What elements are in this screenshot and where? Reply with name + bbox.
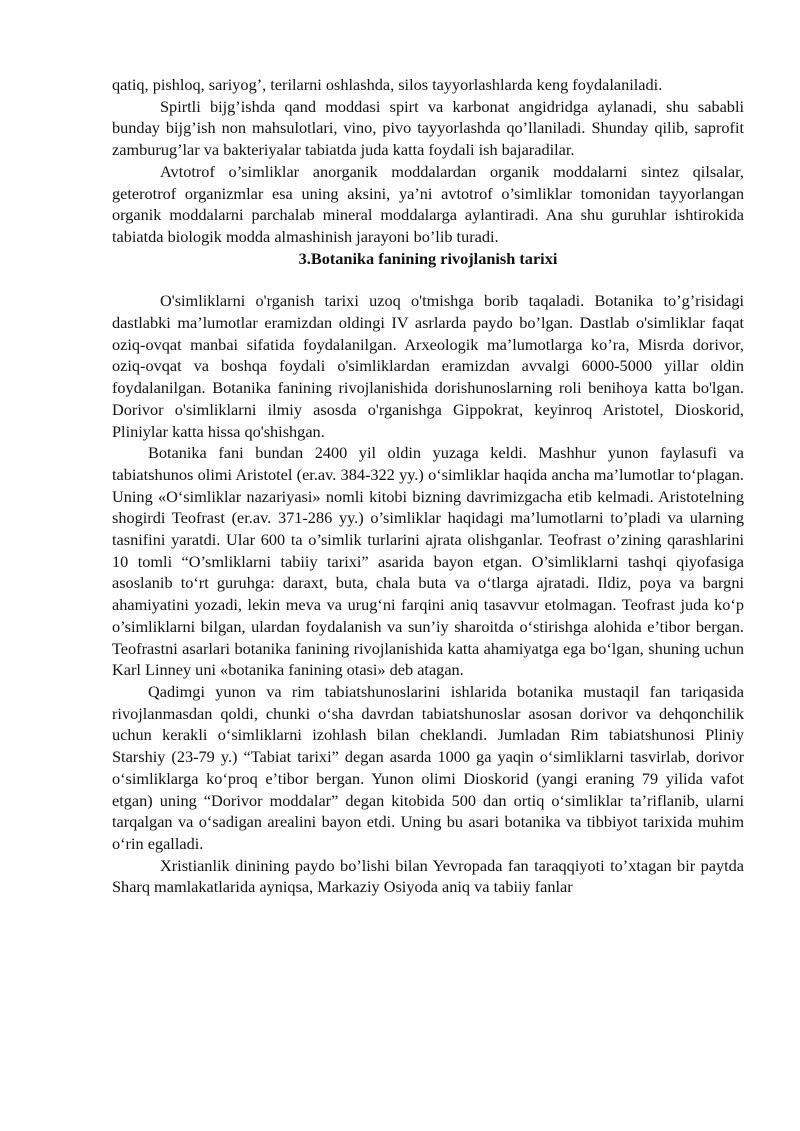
paragraph-greek-roman-naturalists: Qadimgi yunon va rim tabiatshunoslarini ishlarida botanika mustaqil fan tariqasida rivojlanmasdan qoldi, chunki o‘sha davrdan tabiatshunoslar asosan dorivor va dehqonchilik uchun kerakli o‘simliklarni izohlash bilan cheklandi. Jumladan Rim tabiatshunosi Pliniy Starshiy (23-79 y.) “Tabiat tarixi” degan asarda 1000 ga yaqin o‘simliklarni tasvirlab, dorivor o‘simliklarga ko‘proq e’tibor bergan. Yunon olimi Dioskorid (yangi eraning 79 yilida vafot etgan) uning “Dorivor moddalar” degan kitobida 500 dan ortiq o‘simliklar ta’riflanib, ularni tarqalgan va o‘sadigan arealini bayon etdi. Uning bu asari botanika va tibbiyot tarixida muhim o‘rin egalladi. xyxy=(112,681,744,853)
paragraph-alcoholic-fermentation: Spirtli bijg’ishda qand moddasi spirt va karbonat angidridga aylanadi, shu sababli bunday bijg’ish non mahsulotlari, vino, pivo tayyorlashda qo’llaniladi. Shunday qilib, saprofit zamburug’lar va bakteriyalar tabiatda juda katta foydali ish bajaradilar. xyxy=(112,96,744,160)
section-heading: 3.Botanika fanining rivojlanish tarixi xyxy=(298,248,558,268)
paragraph-fermentation-uses: qatiq, pishloq, sariyog’, terilarni oshlashda, silos tayyorlashlarda keng foydalaniladi. xyxy=(112,75,663,94)
heading-spacer xyxy=(112,269,744,290)
paragraph-aristotle-teofrast: Botanika fani bundan 2400 yil oldin yuzaga keldi. Mashhur yunon faylasufi va tabiatshunos olimi Aristotel (er.av. 384-322 yy.) o‘simliklar haqida ancha ma’lumotlar to‘plagan. Uning «O‘simliklar nazariyasi» nomli kitobi bizning davrimizgacha etib kelmadi. Aristotelning shogirdi Teofrast (er.av. 371-286 yy.) o’simliklar haqidagi ma’lumotlarni to’pladi va ularning tasnifini yaratdi. Ular 600 ta o’simlik turlarini ajrata olishganlar. Teofrast o’zining qarashlarini 10 tomli “O’smliklarni tabiiy tarixi” asarida bayon etgan. O’simliklarni tashqi qiyofasiga asoslanib to‘rt guruhga: daraxt, buta, chala buta va o‘tlarga ajratadi. Ildiz, poya va bargni ahamiyatini yozadi, lekin meva va urug‘ni farqini aniq tasavvur etolmagan. Teofrast juda ko‘p o’simliklarni bilgan, ulardan foydalanish va sun’iy sharoitda o‘stirishga alohida e’tibor bergan. Teofrastni asarlari botanika fanining rivojlanishida katta ahamiyatga ega bo‘lgan, shuning uchun Karl Linney uni «botanika fanining otasi» deb atagan. xyxy=(112,443,744,680)
document-page xyxy=(112,74,744,898)
paragraph-autotroph-heterotroph: Avtotrof o’simliklar anorganik moddalardan organik moddalarni sintez qilsalar, geterotrof organizmlar esa uning aksini, ya’ni avtotrof o’simliklar tomonidan tayyorlangan organik moddalarni parchalab mineral moddalarga aylantiradi. Ana shu guruhlar ishtirokida tabiatda biologik modda almashinish jarayoni bo’lib turadi. xyxy=(112,161,744,246)
paragraph-history-intro: O'simliklarni o'rganish tarixi uzoq o'tmishga borib taqaladi. Botanika to’g’risidagi dastlabki ma’lumotlar eramizdan oldingi IV asrlarda paydo bo’lgan. Dastlab o'simliklar faqat oziq-ovqat manbai sifatida foydalanilgan. Arxeologik ma’lumotlarga ko’ra, Misrda dorivor, oziq-ovqat va boshqa foydali o'simliklardan eramizdan avvalgi 6000-5000 yillar oldin foydalanilgan. Botanika fanining rivojlanishida dorishunoslarning roli benihoya katta bo'lgan. Dorivor o'simliklarni ilmiy asosda o'rganishga Gippokrat, keyinroq Aristotel, Dioskorid, Pliniylar katta hissa qo'shishgan. xyxy=(112,291,744,441)
paragraph-christianity-east: Xristianlik dinining paydo bo’lishi bilan Yevropada fan taraqqiyoti to’xtagan bir paytda Sharq mamlakatlarida ayniqsa, Markaziy Osiyoda aniq va tabiiy fanlar xyxy=(112,855,744,897)
